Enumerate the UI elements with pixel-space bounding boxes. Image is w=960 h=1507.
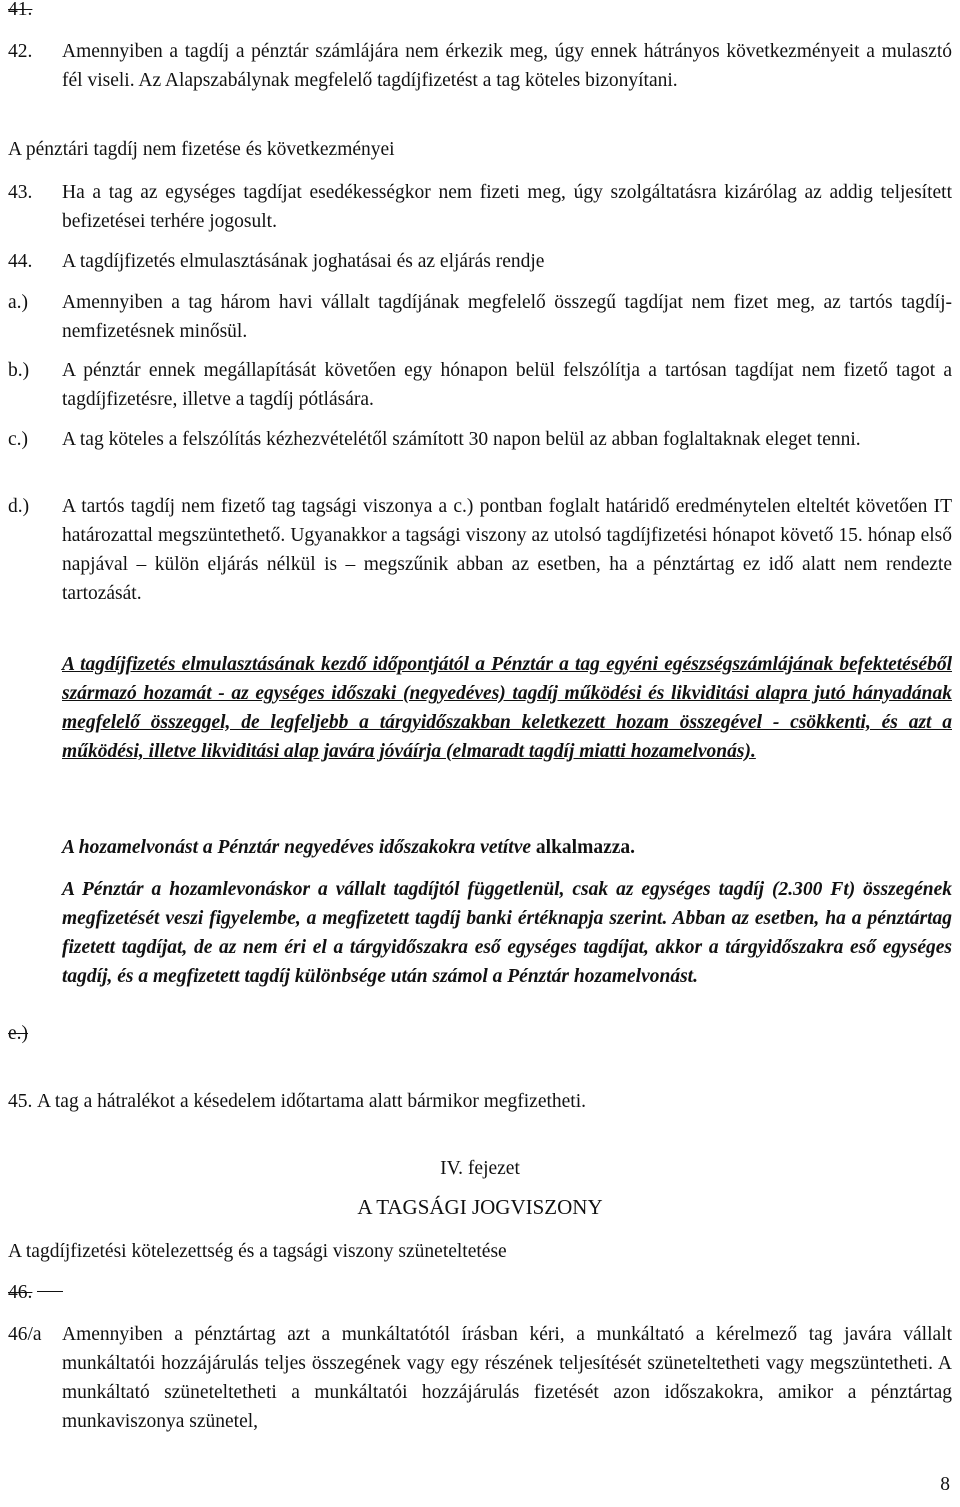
item-e-paragraph-2-bold: alkalmazza.: [535, 837, 636, 858]
list-item-label: c.): [8, 429, 29, 450]
section-heading-suspension: A tagdíjfizetési kötelezettség és a tagsági viszony szüneteltetése: [8, 1241, 507, 1262]
list-item-label: b.): [8, 360, 30, 381]
paragraph-46: [8, 1278, 63, 1307]
strike-rule: [37, 1291, 63, 1292]
section-heading-nonpayment: A pénztári tagdíj nem fizetése és következményei: [8, 139, 395, 160]
list-item-text: Amennyiben a tag három havi vállalt tagdíjának megfelelő összegű tagdíjat nem fizet meg, az tartós tagdíj-nemfizetésnek minősül.: [62, 292, 952, 342]
list-item-text: A tag köteles a felszólítás kézhezvételétől számított 30 napon belül az abban foglaltaknak eleget tenni.: [62, 429, 861, 450]
paragraph-44-number: 44.: [8, 251, 33, 272]
paragraph-46a-number: 46/a: [8, 1324, 42, 1345]
paragraph-42-text: Amennyiben a tagdíj a pénztár számlájára nem érkezik meg, úgy ennek hátrányos következményeit a mulasztó fél viseli. Az Alapszabálynak megfelelő tagdíjfizetést a tag köteles bizonyítani.: [62, 41, 952, 91]
chapter-number: IV. fejezet: [440, 1158, 520, 1179]
item-e-paragraph-1: [62, 650, 952, 766]
item-e-label: e.): [8, 1023, 29, 1044]
item-e-paragraph-3: A Pénztár a hozamlevonáskor a vállalt tagdíjtól függetlenül, csak az egységes tagdíj (2.300 Ft) összegének megfizetését veszi figyelembe, a megfizetett tagdíj banki értéknapja szerint. Abban az esetben, ha a pénztártag fizetett tagdíjat, de az nem éri el a tárgyidőszakra eső egységes tagdíjat, akkor a tárgyidőszakra eső egységes tagdíj, és a megfizetett tagdíj különbsége után számol a Pénztár hozamelvonást.: [62, 879, 952, 987]
item-e-paragraph-1-text: A tagdíjfizetés elmulasztásának kezdő időpontjától a Pénztár a tag egyéni egészségszámlájának befektetéséből származó hozamát - az egységes időszaki (negyedéves) tagdíj működési és likviditási alapra jutó hányadának megfelelő összeggel, de legfeljebb a tárgyidőszakban keletkezett hozam összegével - csökkenti, és azt a működési, illetve likviditási alap javára jóváírja (elmaradt tagdíj miatti hozamelvonás).: [62, 654, 952, 762]
list-item-label: a.): [8, 292, 29, 313]
paragraph-43-text: Ha a tag az egységes tagdíjat esedékességkor nem fizeti meg, úgy szolgáltatásra kizárólag az addig teljesített befizetései terhére jogosult.: [62, 182, 952, 232]
paragraph-46a-text: Amennyiben a pénztártag azt a munkáltatótól írásban kéri, a munkáltató a kérelmező tag javára vállalt munkáltatói hozzájárulás teljes összegének vagy egy részének teljesítését szüneteltetheti vagy megszüntetheti. A munkáltató szüneteltetheti a munkáltatói hozzájárulás fizetését azon időszakokra, amikor a pénztártag munkaviszonya szünetel,: [62, 1324, 952, 1432]
paragraph-41-number: 41.: [8, 0, 33, 20]
paragraph-46-number: 46.: [8, 1282, 33, 1303]
item-e-paragraph-2: [62, 833, 952, 862]
list-item-text: A tartós tagdíj nem fizető tag tagsági viszonya a c.) pontban foglalt határidő eredménytelen elteltét követően IT határozattal megszüntethető. Ugyanakkor a tagsági viszony az utolsó tagdíjfizetési hónapot követő 15. hónap első napjával – külön eljárás nélkül is – megszűnik abban az esetben, ha a pénztártag ez idő alatt nem rendezte tartozását.: [62, 496, 952, 604]
chapter-title: A TAGSÁGI JOGVISZONY: [357, 1195, 603, 1219]
paragraph-45-number: 45.: [8, 1091, 33, 1112]
list-item-label: d.): [8, 496, 30, 517]
paragraph-44-text: A tagdíjfizetés elmulasztásának joghatásai és az eljárás rendje: [62, 251, 545, 272]
item-e-paragraph-2-italic: A hozamelvonást a Pénztár negyedéves időszakokra vetítve: [62, 837, 532, 858]
list-item-text: A pénztár ennek megállapítását követően egy hónapon belül felszólítja a tartósan tagdíjat nem fizető tagot a tagdíjfizetésre, illetve a tagdíj pótlására.: [62, 360, 952, 410]
paragraph-45-text: A tag a hátralékot a késedelem időtartama alatt bármikor megfizetheti.: [37, 1091, 587, 1112]
paragraph-43-number: 43.: [8, 182, 33, 203]
page-number: 8: [940, 1474, 950, 1495]
paragraph-42-number: 42.: [8, 41, 33, 62]
